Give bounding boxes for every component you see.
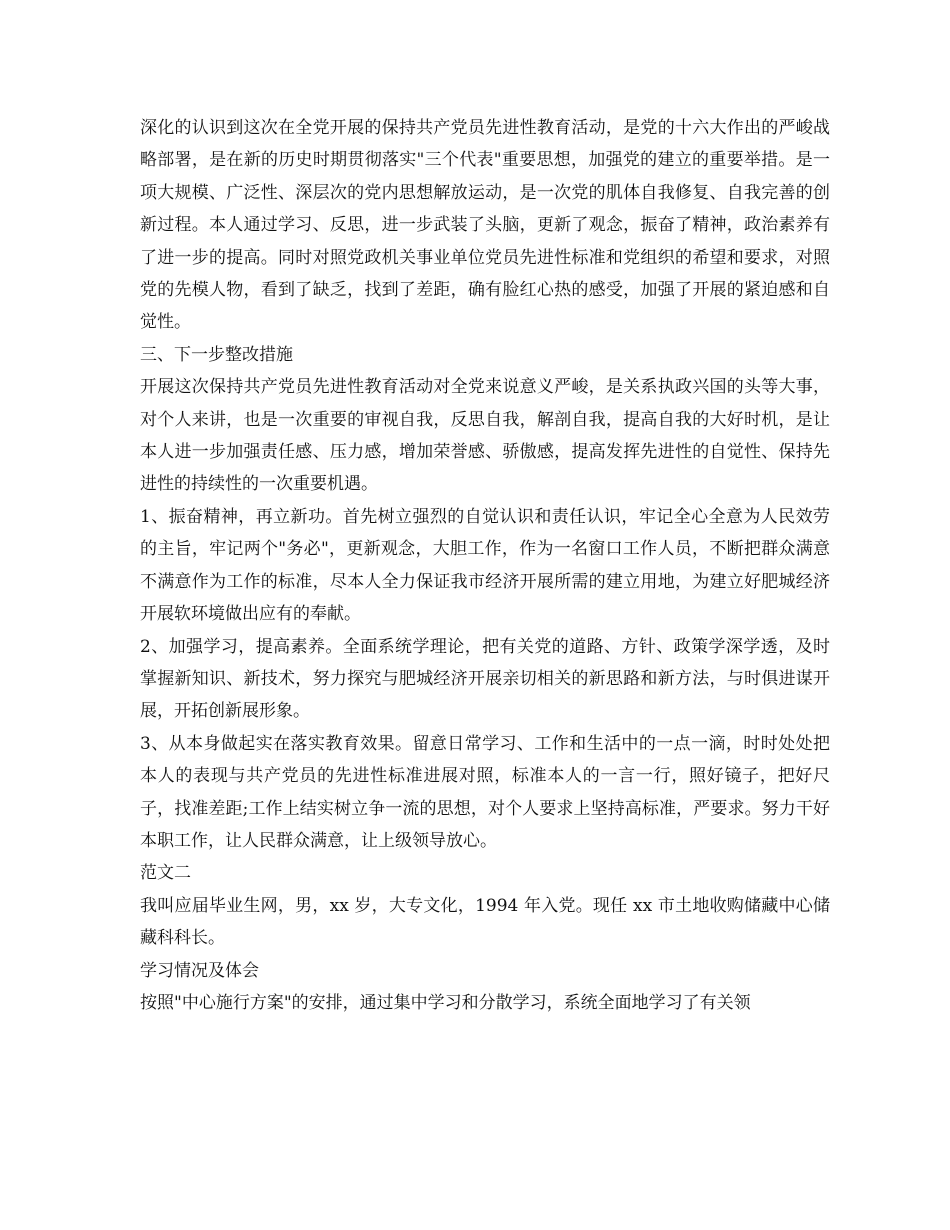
document-body — [140, 112, 830, 1019]
paragraph-understanding: 深化的认识到这次在全党开展的保持共产党员先进性教育活动，是党的十六大作出的严峻战略部署，是在新的历史时期贯彻落实"三个代表"重要思想，加强党的建立的重要举措。是一项大规模、广泛性、深层次的党内思想解放运动，是一次党的肌体自我修复、自我完善的创新过程。本人通过学习、反思，进一步武装了头脑，更新了观念，振奋了精神，政治素养有了进一步的提高。同时对照党政机关事业单位党员先进性标准和党组织的希望和要求，对照党的先模人物，看到了缺乏，找到了差距，确有脸红心热的感受，加强了开展的紧迫感和自觉性。 — [140, 118, 830, 333]
paragraph-measure-1: 1、振奋精神，再立新功。首先树立强烈的自觉认识和责任认识，牢记全心全意为人民效劳的主旨，牢记两个"务必"，更新观念，大胆工作，作为一名窗口工作人员，不断把群众满意不满意作为工作的标准，尽本人全力保证我市经济开展所需的建立用地，为建立好肥城经济开展软环境做出应有的奉献。 — [140, 506, 830, 625]
paragraph-measure-3: 3、从本身做起实在落实教育效果。留意日常学习、工作和生活中的一点一滴，时时处处把本人的表现与共产党员的先进性标准进展对照，标准本人的一言一行，照好镜子，把好尺子，找准差距;工作上结实树立争一流的思想，对个人要求上坚持高标准，严要求。努力干好本职工作，让人民群众满意，让上级领导放心。 — [140, 733, 830, 851]
paragraph-measure-2: 2、加强学习，提高素养。全面系统学理论，把有关党的道路、方针、政策学深学透，及时掌握新知识、新技术，努力探究与肥城经济开展亲切相关的新思路和新方法，与时俱进谋开展，开拓创新展形象。 — [140, 636, 830, 722]
section-heading-sample-two: 范文二 — [140, 863, 191, 884]
section-heading-next-steps: 三、下一步整改措施 — [140, 344, 293, 365]
paragraph-activity-significance: 开展这次保持共产党员先进性教育活动对全党来说意义严峻，是关系执政兴国的头等大事，对个人来讲，也是一次重要的审视自我，反思自我，解剖自我，提高自我的大好时机，是让本人进一步加强责任感、压力感，增加荣誉感、骄傲感，提高发挥先进性的自觉性、保持先进性的持续性的一次重要机遇。 — [140, 377, 830, 495]
section-heading-study-experience: 学习情况及体会 — [140, 960, 259, 981]
paragraph-self-introduction: 我叫应届毕业生网，男，xx 岁，大专文化，1994 年入党。现任 xx 市土地收购储藏中心储藏科科长。 — [140, 895, 830, 949]
paragraph-study-arrangement: 按照"中心施行方案"的安排，通过集中学习和分散学习，系统全面地学习了有关领 — [140, 992, 751, 1013]
